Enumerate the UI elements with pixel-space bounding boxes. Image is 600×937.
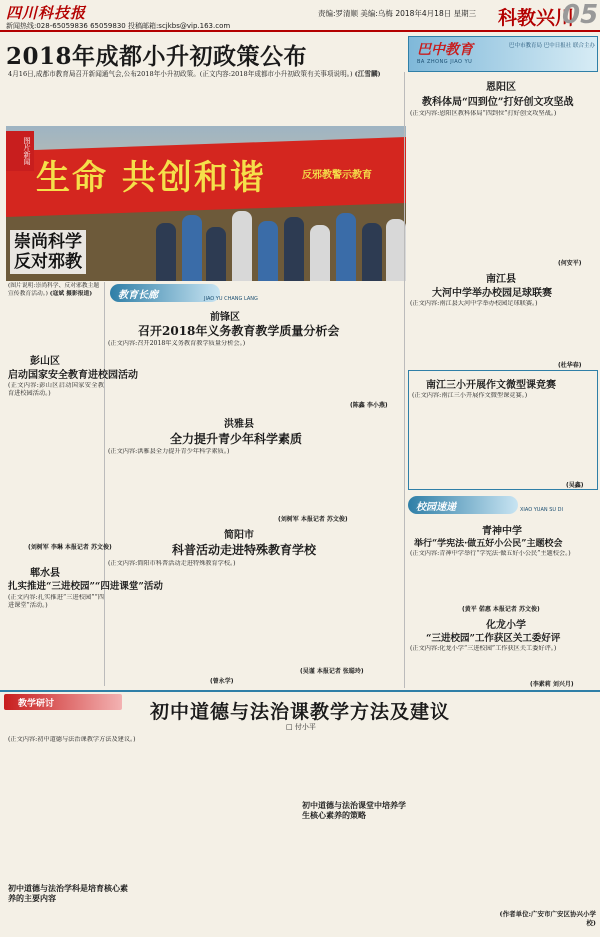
qianfeng-body: (正文内容:召开2018年义务教育教学质量分析会。): [108, 340, 246, 347]
teaching-research-subhead-1: 初中道德与法治学科是培育核心素养的主要内容: [8, 883, 128, 903]
photo-caption-title-line2: 反对邪教: [14, 252, 82, 272]
nanjiang-title: 大河中学举办校园足球联赛: [432, 288, 552, 299]
lead-body: [8, 70, 400, 122]
qianfeng-region: 前锋区: [210, 312, 240, 323]
photo-banner-small-text: 反邪教警示教育: [302, 170, 372, 181]
photo-caption-title-line1: 崇尚科学: [14, 232, 82, 252]
campus-express-label: [408, 496, 518, 514]
bottom-section-rule: [0, 690, 600, 692]
pixian-region: 郫水县: [30, 568, 60, 579]
qingshen-title: 举行“学宪法·做五好小公民”主题校会: [414, 539, 563, 549]
bazhong-subtitle: 巴中市教育局 巴中日报社 联合主办: [509, 43, 595, 49]
photo-caption: [8, 282, 104, 298]
pixian-body: (正文内容:扎实推进“三进校园”“四进课堂”活动。): [8, 594, 104, 610]
crowd-figure: [336, 213, 356, 281]
teaching-research-text: 教学研讨: [18, 699, 55, 709]
section-title: 科教兴川: [498, 7, 575, 29]
nanjiang-byline: (杜华春): [558, 362, 582, 369]
teaching-research-subhead-2: 初中道德与法治课堂中培养学生核心素养的策略: [302, 800, 406, 820]
qingshen-body: (正文内容:青神中学举行“学宪法·做五好小公民”主题校会。): [410, 550, 571, 557]
photo-caption-text: (图片说明:崇尚科学、反对邪教主题宣传教育活动。): [8, 283, 100, 297]
lead-headline: 2018年成都小升初政策公布: [6, 43, 308, 70]
huadong-byline: (李素莉 刘兴月): [530, 681, 574, 688]
teaching-research-label: [4, 694, 122, 710]
panshan-title: 启动国家安全教育进校园活动: [8, 370, 138, 381]
jianyang-region: 简阳市: [224, 530, 254, 541]
qingshen-region: 青神中学: [482, 526, 522, 537]
photo-caption-title: [10, 230, 86, 274]
crowd-figure: [362, 223, 382, 281]
crowd-figure: [206, 227, 226, 281]
qianfeng-title: 召开2018年义务教育教学质量分析会: [138, 324, 340, 338]
photo-caption-byline: (寇斌 摄影报道): [49, 291, 93, 297]
crowd-figure: [156, 223, 176, 281]
nanjiang3-body: (正文内容:南江三小开展作文微型课竞赛。): [412, 392, 528, 399]
teaching-research-headline: 初中道德与法治课教学方法及建议: [150, 701, 451, 723]
nanjiang3-byline: (吴鑫): [566, 482, 584, 489]
panshan-body: (正文内容:彭山区启动国家安全教育进校园活动。): [8, 382, 104, 398]
huadong-region: 化龙小学: [486, 620, 526, 631]
column-divider: [404, 72, 405, 688]
bazhong-education-banner: [408, 36, 598, 72]
qianfeng-byline: (陈鑫 李小燕): [350, 402, 388, 409]
enyang-byline: (何安平): [558, 260, 582, 267]
huadong-body: (正文内容:化龙小学“三进校园”工作获区关工委好评。): [410, 645, 557, 652]
bazhong-pinyin: BA ZHONG JIAO YU: [417, 59, 473, 65]
education-corridor-text: 教育长廊: [118, 290, 158, 301]
jianyang-body: (正文内容:简阳市科普活动走进特殊教育学校。): [108, 560, 236, 567]
huadong-title: “三进校园”工作获区关工委好评: [426, 633, 561, 644]
hongya-body: (正文内容:洪雅县全力提升青少年科学素质。): [108, 448, 230, 455]
crowd-figure: [182, 215, 202, 281]
photo-banner-text: 生命 共创和谐: [36, 158, 266, 198]
nanjiang-region: 南江县: [486, 274, 516, 285]
campus-express-pinyin: XIAO YUAN SU DI: [520, 507, 563, 513]
page-number: 05: [562, 0, 599, 30]
issue-meta: 责编:罗清顺 美编:乌梅 2018年4月18日 星期三: [318, 9, 477, 18]
teaching-research-author-unit: (作者单位:广安市广安区协兴小学校): [499, 910, 596, 927]
crowd-figure: [284, 217, 304, 281]
enyang-body: (正文内容:恩阳区教科体局“四到位”打好创文攻坚战。): [410, 110, 557, 117]
jianyang-byline: (吴谨 本报记者 张聪玲): [300, 668, 364, 675]
crowd-figure: [386, 219, 406, 281]
pixian-byline: (曾永学): [210, 678, 234, 685]
column-divider: [104, 282, 105, 686]
lead-byline: (江雪麟): [354, 70, 381, 78]
education-corridor-pinyin: JIAO YU CHANG LANG: [204, 296, 258, 302]
jianyang-title: 科普活动走进特殊教育学校: [172, 543, 317, 557]
crowd-figure: [258, 221, 278, 281]
pixian-title: 扎实推进“三进校园”“四进课堂”活动: [8, 581, 163, 592]
contact-line: 新闻热线:028-65059836 65059830 投稿邮箱:scjkbs@vip.163.com: [6, 22, 231, 30]
photo-news-tag: 图片新闻: [6, 131, 34, 171]
panshan-region: 彭山区: [30, 356, 60, 367]
masthead: [0, 0, 600, 32]
teaching-research-byline: □ 付小平: [286, 723, 316, 731]
crowd-figure: [232, 211, 252, 281]
newspaper-logo: 四川科技报: [6, 4, 87, 22]
panshan-byline: (刘树军 李琳 本报记者 苏文俊): [28, 544, 112, 551]
teaching-research-body: (正文内容:初中道德与法治课教学方法及建议。): [8, 736, 136, 743]
hongya-region: 洪雅县: [224, 419, 254, 430]
qingshen-byline: (黄平 偌惠 本报记者 苏文俊): [462, 606, 540, 613]
crowd-figure: [310, 225, 330, 281]
campus-express-text: 校园速递: [416, 502, 456, 513]
enyang-title: 教科体局“四到位”打好创文攻坚战: [422, 97, 574, 108]
nanjiang3-title: 南江三小开展作文微型课竞赛: [426, 380, 556, 391]
enyang-region: 恩阳区: [486, 82, 516, 93]
bazhong-title: 巴中教育: [417, 42, 473, 58]
nanjiang-body: (正文内容:南江县大河中学举办校园足球联赛。): [410, 300, 538, 307]
lead-body-text: 4月16日,成都市教育局召开新闻通气会,公布2018年小升初政策。(正文内容:2018年成都市小升初政策有关事项说明。): [8, 70, 353, 78]
hongya-title: 全力提升青少年科学素质: [170, 432, 303, 446]
hongya-byline: (刘树军 本报记者 苏文俊): [278, 516, 348, 523]
